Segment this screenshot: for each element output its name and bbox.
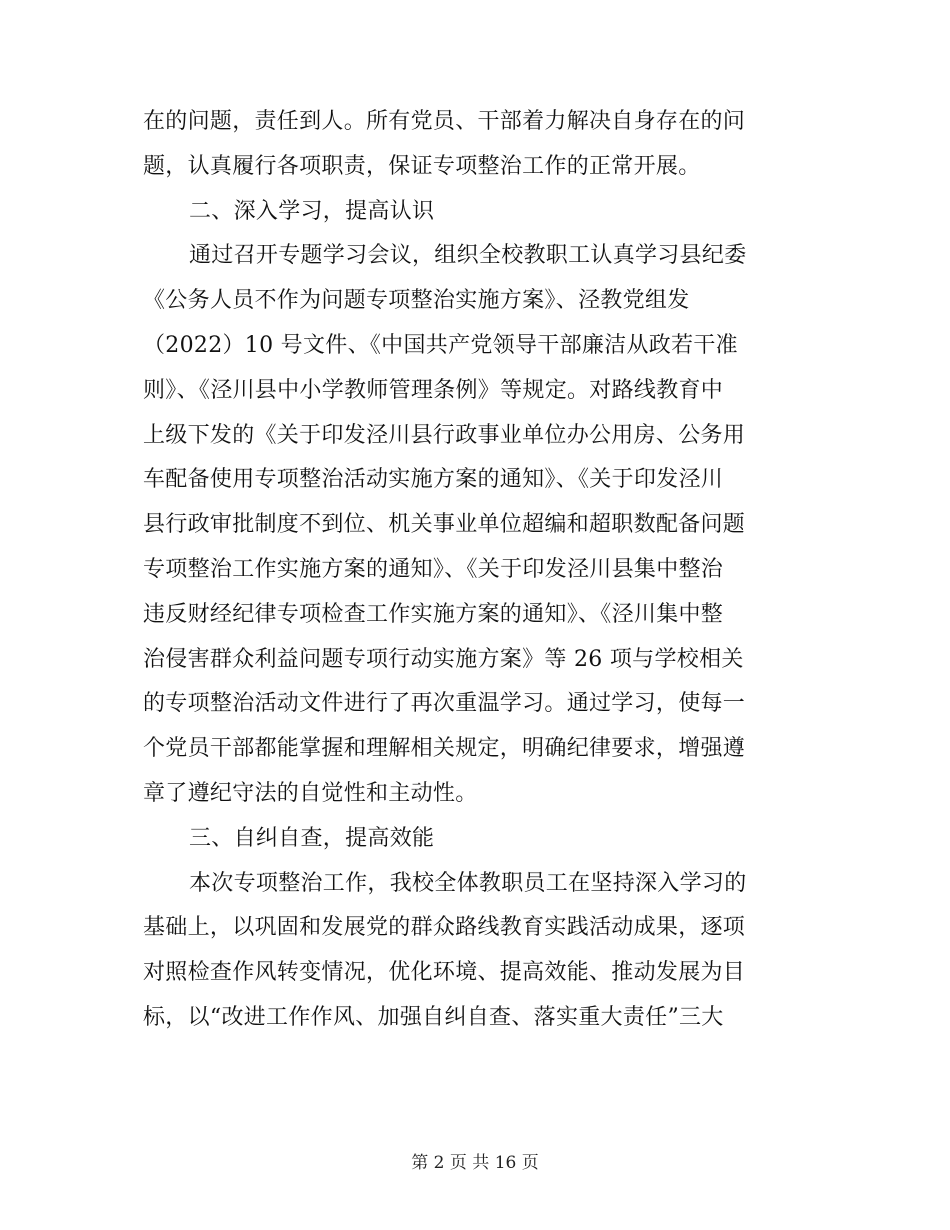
page-number-label: 第 2 页 共 16 页 [411,1153,539,1173]
section-heading: 二、深入学习，提高认识 [189,198,435,224]
text-line: 治侵害群众利益问题专项行动实施方案》等 26 项与学校相关 [143,646,744,672]
text-line: 章了遵纪守法的自觉性和主动性。 [143,780,478,806]
text-line: 《公务人员不作为问题专项整治实施方案》、泾教党组发 [143,288,690,314]
page-footer [0,1153,950,1173]
text-line: 县行政审批制度不到位、机关事业单位超编和超职数配备问题 [143,512,746,538]
text-line: 个党员干部都能掌握和理解相关规定，明确纪律要求，增强遵 [143,736,746,762]
text-line: 则》、《泾川县中小学教师管理条例》等规定。对路线教育中 [143,377,724,403]
text-line: 题，认真履行各项职责，保证专项整治工作的正常开展。 [143,153,701,179]
text-line: 在的问题，责任到人。所有党员、干部着力解决自身存在的问 [143,109,746,134]
text-line: 专项整治工作实施方案的通知》、《关于印发泾川县集中整治 [143,556,724,582]
text-line: （2022）10 号文件、《中国共产党领导干部廉洁从政若干准 [143,332,738,358]
text-line: 通过召开专题学习会议，组织全校教职工认真学习县纪委 [189,243,747,269]
text-line: 违反财经纪律专项检查工作实施方案的通知》、《泾川集中整 [143,601,724,627]
section-heading: 三、自纠自查，提高效能 [189,825,435,851]
text-line: 上级下发的《关于印发泾川县行政事业单位办公用房、公务用 [143,422,746,448]
text-line: 车配备使用专项整治活动实施方案的通知》、《关于印发泾川 [143,467,724,493]
document-body [143,100,813,1041]
text-line: 基础上，以巩固和发展党的群众路线教育实践活动成果，逐项 [143,915,746,941]
text-line: 标，以“改进工作作风、加强自纠自查、落实重大责任”三大 [143,1004,724,1030]
text-line: 本次专项整治工作，我校全体教职员工在坚持深入学习的 [189,870,747,896]
text-line: 的专项整治活动文件进行了再次重温学习。通过学习，使每一 [143,691,746,717]
text-line: 对照检查作风转变情况，优化环境、提高效能、推动发展为目 [143,960,746,986]
